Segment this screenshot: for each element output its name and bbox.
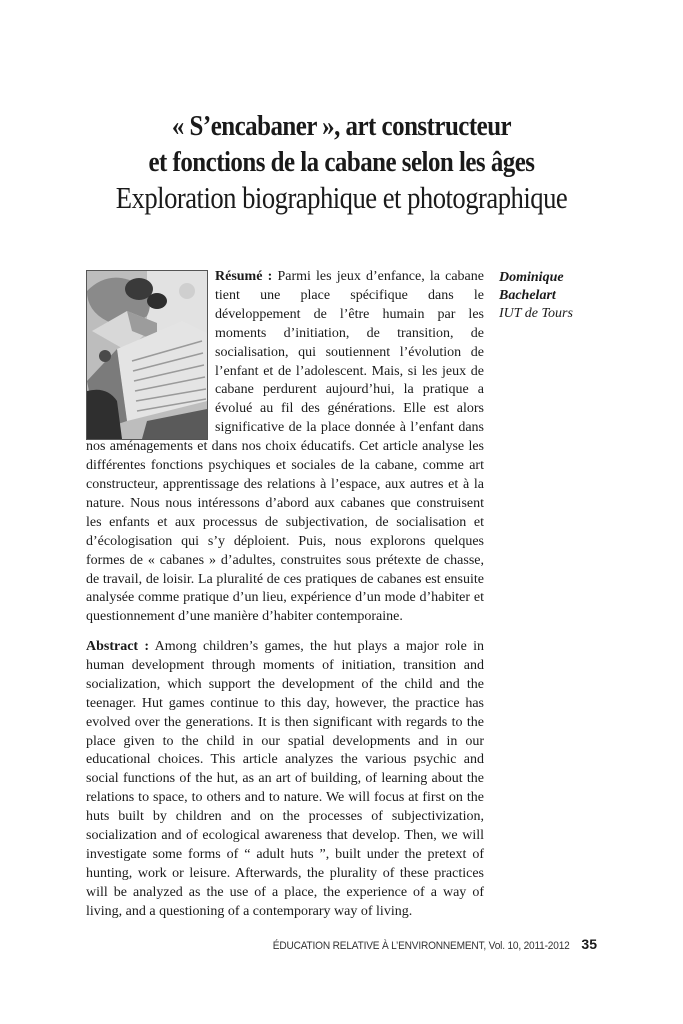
- resume-label: Résumé :: [215, 269, 273, 284]
- page-number: 35: [581, 936, 597, 952]
- article-subtitle: Exploration biographique et photographique: [115, 180, 568, 215]
- article-title-line-1: « S’encabaner », art constructeur: [171, 110, 512, 142]
- journal-reference: ÉDUCATION RELATIVE À L’ENVIRONNEMENT, Vol. 10, 2011-2012: [272, 940, 570, 952]
- article-title-block: [0, 108, 683, 216]
- author-first-name: Dominique: [499, 270, 564, 285]
- photo-float-spacer: [86, 268, 215, 438]
- resume-paragraph: [86, 268, 484, 627]
- resume-text: Parmi les jeux d’enfance, la cabane tient une place spécifique dans le développement de l’être humain par les moments d’initiation, de transition, de socialisation, qui soutiennent l’évolution de l’enfant et de l’adolescent. Mais, si les jeux de cabane perdurent aujourd’hui, la pratique a évolué au fil des générations. Elle est alors significative de la place donnée à l’enfant dans nos aménagements et dans nos choix éducatifs. Cet article analyse les différentes fonctions psychiques et sociales de la cabane, comme art constructeur, apprentissage des relations à l’espace, aux autres et à la nature. Nous nous intéressons d’abord aux cabanes que construisent les enfants et aux processus de subjectivation, de socialisation et d’écologisation qui s’y déploient. Puis, nous explorons quelques formes de « cabanes » d’adultes, construites sous prétexte de chasse, de travail, de loisir. La pluralité de ces pratiques de cabanes est ensuite analysée comme pratique d’un lieu, expérience d’un mode d’habiter et questionnement d’une manière d’habiter contemporaine.: [86, 269, 484, 625]
- author-block: [499, 269, 609, 323]
- article-title-line-2: et fonctions de la cabane selon les âges: [148, 146, 535, 178]
- page-footer: [0, 936, 597, 954]
- author-affiliation: IUT de Tours: [499, 306, 573, 321]
- abstract-label: Abstract :: [86, 639, 150, 654]
- abstract-text: Among children’s games, the hut plays a major role in human development through moments of initiation, transition and socialization, which support the development of the child and the teenager. Hut games continue to this day, however, the practice has evolved over the generations. It is then significant with regards to the place given to the child in our spatial developments and in our educational choices. This article analyzes the various psychic and social functions of the hut, as an art of building, of learning about the relations to space, to others and to nature. We will focus at first on the huts built by children and on the processes of subjectivization, socialization and of ecological awareness that develop. Then, we will investigate some forms of “ adult huts ”, built under the pretext of hunting, work or leisure. Afterwards, the plurality of these practices will be analyzed as the use of a place, the experience of a way of living, and a questioning of a contemporary way of living.: [86, 639, 484, 919]
- abstract-paragraph: [86, 638, 484, 922]
- author-last-name: Bachelart: [499, 288, 556, 303]
